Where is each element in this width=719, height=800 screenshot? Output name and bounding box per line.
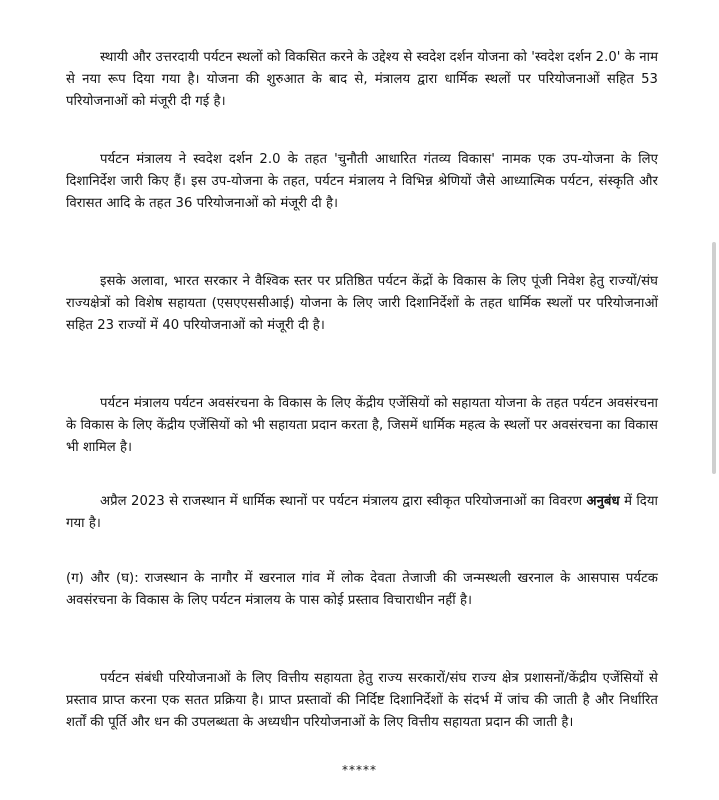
paragraph-rajasthan-annexure	[66, 491, 658, 535]
paragraph-text: राजस्थान के नागौर में खरनाल गांव में लोक देवता तेजाजी की जन्मस्थली खरनाल के आसपास पर्यटक अवसंरचना के विकास के लिए पर्यटन मंत्रालय के पास कोई प्रस्ताव विचाराधीन नहीं है।	[66, 571, 658, 608]
paragraph-sasci-scheme	[66, 271, 658, 337]
scrollbar-thumb[interactable]	[712, 242, 716, 474]
paragraph-swadesh-darshan	[66, 47, 658, 113]
annexure-reference: अनुबंध	[586, 494, 620, 509]
paragraph-text: पर्यटन मंत्रालय पर्यटन अवसंरचना के विकास के लिए केंद्रीय एजेंसियों को सहायता योजना के तहत पर्यटन अवसंरचना के विकास के लिए केंद्रीय एजेंसियों को भी सहायता प्रदान करता है, जिसमें धार्मिक महत्व के स्थलों पर अवसंरचना का विकास भी शामिल है।	[66, 396, 658, 455]
paragraph-text: अप्रैल 2023 से राजस्थान में धार्मिक स्थानों पर पर्यटन मंत्रालय द्वारा स्वीकृत परियोजनाओं का विवरण	[100, 494, 587, 509]
paragraph-text: पर्यटन संबंधी परियोजनाओं के लिए वित्तीय सहायता हेतु राज्य सरकारों/संघ राज्य क्षेत्र प्रशासनों/केंद्रीय एजेंसियों से प्रस्ताव प्राप्त करना एक सतत प्रक्रिया है। प्राप्त प्रस्तावों की निर्दिष्ट दिशानिर्देशों के संदर्भ में जांच की जाती है और निर्धारित शर्तों की पूर्ति और धन की उपलब्धता के अध्यधीन परियोजनाओं के लिए वित्तीय सहायता प्रदान की जाती है।	[66, 671, 658, 730]
paragraph-text: स्थायी और उत्तरदायी पर्यटन स्थलों को विकसित करने के उद्देश्य से स्वदेश दर्शन योजना को 'स्वदेश दर्शन 2.0' के नाम से नया रूप दिया गया है। योजना की शुरुआत के बाद से, मंत्रालय द्वारा धार्मिक स्थलों पर परियोजनाओं सहित 53 परियोजनाओं को मंजूरी दी गई है।	[66, 50, 658, 109]
paragraph-answer-c-d	[66, 568, 658, 612]
paragraph-central-agencies	[66, 393, 658, 459]
answer-label: (ग) और (घ):	[66, 571, 139, 586]
paragraph-financial-assistance	[66, 668, 658, 734]
paragraph-challenge-based-destination	[66, 149, 658, 215]
paragraph-text: पर्यटन मंत्रालय ने स्वदेश दर्शन 2.0 के तहत 'चुनौती आधारित गंतव्य विकास' नामक एक उप-योजना के लिए दिशानिर्देश जारी किए हैं। इस उप-योजना के तहत, पर्यटन मंत्रालय ने विभिन्न श्रेणियों जैसे आध्यात्मिक पर्यटन, संस्कृति और विरासत आदि के तहत 36 परियोजनाओं को मंजूरी दी है।	[66, 152, 658, 211]
paragraph-text: में दिया गया है।	[66, 494, 658, 531]
paragraph-text: इसके अलावा, भारत सरकार ने वैश्विक स्तर पर प्रतिष्ठित पर्यटन केंद्रों के विकास के लिए पूंजी निवेश हेतु राज्यों/संघ राज्यक्षेत्रों को विशेष सहायता (एसएएससीआई) योजना के लिए जारी दिशानिर्देशों के तहत धार्मिक स्थलों पर परियोजनाओं सहित 23 राज्यों में 40 परियोजनाओं को मंजूरी दी है।	[66, 274, 658, 333]
end-of-document-mark: *****	[342, 763, 377, 777]
